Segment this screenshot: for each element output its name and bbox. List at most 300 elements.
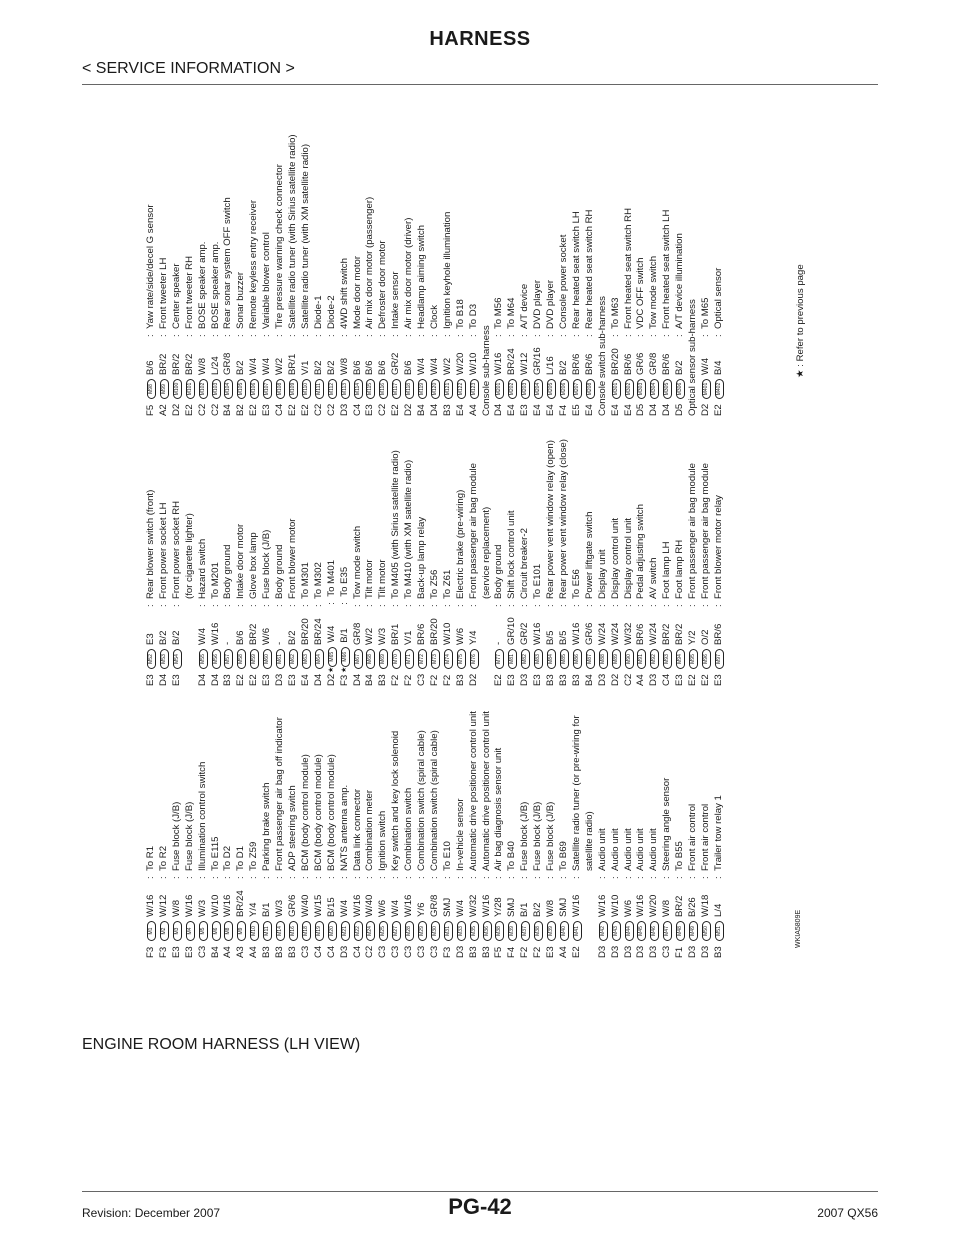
- grid-location: F3: [441, 946, 453, 958]
- wire-color-terminal: W/32: [622, 622, 634, 645]
- wire-color-terminal: B/6: [377, 360, 389, 375]
- connector-row: [235, 118, 248, 416]
- wire-color-terminal: SMJ: [441, 897, 453, 917]
- connector-description: Pedal adjusting switch: [635, 504, 647, 599]
- connector-number-badge: M83: [534, 649, 543, 669]
- grid-location: E2: [712, 404, 724, 416]
- connector-description: AV switch: [648, 557, 660, 599]
- grid-location: E2: [390, 404, 402, 416]
- connector-number-badge: M67: [354, 649, 363, 669]
- connector-row: [416, 416, 429, 686]
- connector-description: Intake door motor: [235, 523, 247, 599]
- connector-number-badge: M68: [366, 649, 375, 669]
- connector-description: To E115: [209, 836, 221, 871]
- connector-row: [197, 686, 210, 958]
- connector-description: Variable blower control: [261, 232, 273, 329]
- connector-number-badge: M303: [637, 379, 646, 399]
- wire-color-terminal: B/2: [557, 360, 569, 375]
- separator: :: [390, 876, 402, 879]
- connector-number-badge: M99: [160, 379, 169, 399]
- connector-row: [300, 686, 313, 958]
- wire-color-terminal: W/8: [170, 899, 182, 917]
- connector-description: To D3: [467, 303, 479, 329]
- connector-number-badge: M94: [676, 649, 685, 669]
- connector-row: [674, 118, 687, 416]
- wire-color-terminal: GR/6: [286, 894, 298, 917]
- connector-description: To Z59: [248, 841, 260, 871]
- connector-number-badge: M31: [444, 921, 453, 941]
- connector-number-badge: M28: [405, 921, 414, 941]
- connector-description: Illumination control switch: [196, 761, 208, 871]
- vehicle-model: 2007 QX56: [817, 1206, 878, 1220]
- connector-row: [210, 118, 223, 416]
- separator: :: [532, 334, 544, 337]
- connector-row: [713, 416, 726, 686]
- connector-row: [222, 118, 235, 416]
- connector-row: [584, 416, 597, 686]
- wire-color-terminal: W/2: [441, 357, 453, 375]
- connector-description: Remote keyless entry receiver: [248, 199, 260, 329]
- separator: :: [377, 876, 389, 879]
- grid-location: C4: [661, 673, 673, 686]
- grid-location: D2: [403, 403, 415, 416]
- separator: :: [545, 334, 557, 337]
- grid-location: D3: [648, 673, 660, 686]
- connector-description: Audio unit: [635, 828, 647, 871]
- connector-number-badge: M37: [521, 921, 530, 941]
- connector-row: [674, 416, 687, 686]
- connector-description: To M410 (with XM satellite radio): [403, 459, 415, 599]
- connector-row: [261, 416, 274, 686]
- wire-color-terminal: W/16: [480, 894, 492, 917]
- grid-location: D3: [635, 945, 647, 958]
- connector-number-badge: M51: [715, 921, 724, 941]
- wire-color-terminal: B/1: [519, 902, 531, 917]
- separator: :: [261, 876, 273, 879]
- connector-description: Combination switch (spiral cable): [416, 730, 428, 871]
- grid-location: E3: [506, 674, 518, 686]
- grid-location: E5: [570, 404, 582, 416]
- grid-location: F4: [506, 946, 518, 958]
- connector-number-badge: M85: [560, 649, 569, 669]
- separator: :: [209, 334, 221, 337]
- wire-color-terminal: SMJ: [506, 897, 518, 917]
- wire-color-terminal: E3: [145, 633, 156, 645]
- connector-number-badge: M48: [676, 921, 685, 941]
- separator: :: [261, 604, 273, 607]
- separator: :: [493, 604, 505, 607]
- connector-description: Audio unit: [622, 828, 634, 871]
- connector-description: Combination switch (spiral cable): [428, 730, 440, 871]
- connector-row: [635, 416, 648, 686]
- grid-location: C3: [196, 945, 208, 958]
- connector-row: [519, 686, 532, 958]
- harness-connector-list: [145, 118, 821, 958]
- separator: :: [274, 604, 286, 607]
- grid-location: E2: [687, 674, 699, 686]
- connector-row: [687, 686, 700, 958]
- figure-id: WKIA5809E: [795, 909, 802, 948]
- grid-location: D3: [622, 945, 634, 958]
- grid-location: D4: [648, 403, 660, 416]
- separator: :: [583, 334, 595, 337]
- separator: :: [674, 334, 686, 337]
- grid-location: C3: [428, 945, 440, 958]
- connector-description: Satellite radio tuner (with Sirius satellite radio): [286, 134, 298, 329]
- connector-row: [352, 118, 365, 416]
- connector-row: [584, 686, 597, 958]
- separator: :: [338, 876, 350, 879]
- connector-row: [287, 118, 300, 416]
- grid-location: F2: [532, 946, 544, 958]
- connector-number-badge: M63: [302, 649, 311, 669]
- grid-location: E4: [609, 404, 621, 416]
- grid-location: C3: [377, 945, 389, 958]
- connector-description: Diode-1: [312, 295, 324, 329]
- header-rule: [82, 84, 878, 85]
- connector-row: [287, 416, 300, 686]
- separator: :: [428, 604, 440, 607]
- grid-location: D4: [196, 673, 208, 686]
- connector-description: Rear sonar system OFF switch: [222, 197, 234, 329]
- wire-color-terminal: W/16: [209, 622, 221, 645]
- grid-location: B3: [454, 674, 466, 686]
- separator: :: [570, 876, 582, 879]
- grid-location: E3: [261, 404, 273, 416]
- connector-number-badge: M60: [263, 649, 272, 669]
- grid-location: F2: [390, 674, 402, 686]
- connector-row: [326, 686, 339, 958]
- connector-row: [364, 686, 377, 958]
- separator: :: [596, 604, 608, 607]
- separator: :: [390, 334, 402, 337]
- separator: :: [699, 604, 711, 607]
- connector-row: [481, 416, 494, 686]
- connector-description: Tilt motor: [364, 559, 376, 599]
- connector-row: [300, 416, 313, 686]
- wire-color-terminal: W/24: [648, 622, 660, 645]
- connector-row: [261, 686, 274, 958]
- connector-row: [184, 686, 197, 958]
- connector-description: Fuse block (J/B): [261, 529, 273, 599]
- grid-location: B3: [222, 674, 234, 686]
- connector-number-badge: M30: [431, 921, 440, 941]
- separator: :: [286, 876, 298, 879]
- connector-number-badge: M2: [160, 921, 169, 941]
- connector-row: [610, 118, 623, 416]
- connector-row: [377, 118, 390, 416]
- grid-location: E3: [183, 946, 195, 958]
- connector-number-badge: M202: [508, 379, 517, 399]
- grid-location: C4: [274, 403, 286, 416]
- grid-location: D4: [157, 673, 169, 686]
- separator: :: [390, 604, 402, 607]
- connector-row: [455, 118, 468, 416]
- connector-description: Display control unit: [622, 517, 634, 599]
- connector-description: Body ground: [493, 544, 505, 599]
- separator: :: [351, 334, 363, 337]
- connector-description: 4WD shift switch: [338, 258, 350, 329]
- connector-number-badge: M33: [457, 921, 466, 941]
- wire-color-terminal: W/4: [428, 357, 440, 375]
- connector-row: [610, 416, 623, 686]
- connector-row: [661, 686, 674, 958]
- grid-location: C4: [351, 403, 363, 416]
- connector-row: [326, 416, 339, 686]
- wire-color-terminal: W/3: [274, 899, 286, 917]
- separator: :: [170, 876, 182, 879]
- grid-location: E4: [622, 404, 634, 416]
- connector-description: Audio unit: [609, 828, 621, 871]
- separator: :: [235, 334, 247, 337]
- wire-color-terminal: B/2: [532, 902, 544, 917]
- connector-row: [184, 118, 197, 416]
- separator: :: [712, 604, 724, 607]
- connector-description: To B69: [558, 841, 569, 871]
- grid-location: E3: [545, 946, 557, 958]
- grid-location: B4: [416, 404, 428, 416]
- connector-number-badge: M118: [405, 379, 414, 399]
- wire-color-terminal: GR/8: [351, 622, 363, 645]
- wire-color-terminal: L/16: [545, 356, 557, 375]
- connector-row: [455, 686, 468, 958]
- connector-row: [442, 118, 455, 416]
- connector-row: [339, 686, 352, 958]
- separator: :: [222, 334, 234, 337]
- connector-row: [700, 118, 713, 416]
- connector-number-badge: M90: [625, 649, 634, 669]
- connector-row: [403, 686, 416, 958]
- connector-number-badge: M97: [715, 649, 724, 669]
- grid-location: D4: [312, 673, 324, 686]
- connector-number-badge: M91: [637, 649, 646, 669]
- connector-number-badge: M38: [534, 921, 543, 941]
- connector-number-badge: M39: [547, 921, 556, 941]
- connector-description: VDC OFF switch: [635, 257, 647, 329]
- connector-number-badge: M42: [599, 921, 608, 941]
- connector-number-badge: M111: [315, 379, 324, 399]
- grid-location: D2: [467, 673, 479, 686]
- connector-number-badge: M39: [508, 921, 517, 941]
- connector-number-badge: M121: [444, 379, 453, 399]
- wire-color-terminal: B/2: [170, 630, 182, 645]
- wire-color-terminal: B/4: [712, 360, 724, 375]
- connector-row: [313, 118, 326, 416]
- grid-location: E4: [583, 404, 595, 416]
- grid-location: C2: [196, 403, 208, 416]
- wire-color-terminal: GR/8: [428, 894, 440, 917]
- connector-description: BCM (body control module): [312, 754, 324, 871]
- connector-row: [197, 416, 210, 686]
- connector-row: [313, 416, 326, 686]
- connector-number-badge: M40: [560, 921, 569, 941]
- separator: :: [325, 602, 337, 605]
- connector-row: [158, 118, 171, 416]
- wire-color-terminal: W/6: [622, 899, 634, 917]
- wire-color-terminal: W/4: [390, 899, 402, 917]
- wire-color-terminal: B/2: [286, 630, 298, 645]
- grid-location: D4: [428, 403, 440, 416]
- connector-description: Power liftgate switch: [583, 511, 595, 599]
- section-heading: ENGINE ROOM HARNESS (LH VIEW): [82, 1036, 361, 1053]
- wire-color-terminal: B/2: [312, 360, 324, 375]
- connector-number-badge: M119: [418, 379, 427, 399]
- connector-description: BCM (body control module): [299, 754, 311, 871]
- separator: :: [609, 604, 621, 607]
- separator: :: [145, 876, 156, 879]
- separator: :: [648, 604, 660, 607]
- connector-number-badge: M10: [250, 921, 259, 941]
- separator: :: [248, 334, 260, 337]
- separator: :: [196, 876, 208, 879]
- connector-number-badge: M75: [457, 649, 466, 669]
- wire-color-terminal: BR/1: [286, 353, 298, 375]
- wire-color-terminal: BR/2: [248, 623, 260, 645]
- connector-description: DVD player: [532, 279, 544, 329]
- separator: :: [428, 876, 440, 879]
- separator: :: [299, 334, 311, 337]
- connector-description: Audio unit: [648, 828, 660, 871]
- wire-color-terminal: GR/6: [583, 622, 595, 645]
- connector-number-badge: M102: [199, 379, 208, 399]
- grid-location: B3: [274, 946, 286, 958]
- wire-color-terminal: BR/6: [622, 353, 634, 375]
- separator: :: [145, 334, 156, 337]
- wire-color-terminal: BR/6: [583, 353, 595, 375]
- connector-row: [713, 118, 726, 416]
- grid-location: B3: [558, 674, 569, 686]
- connector-description: Audio unit: [596, 828, 608, 871]
- connector-number-badge: M65: [328, 647, 337, 667]
- separator: :: [145, 604, 156, 607]
- wire-color-terminal: B/2: [674, 360, 686, 375]
- separator: :: [312, 334, 324, 337]
- connector-row: [468, 118, 481, 416]
- connector-number-badge: M47: [663, 921, 672, 941]
- reference-star-icon: ★: [340, 666, 348, 673]
- connector-description: Center speaker: [170, 263, 182, 329]
- connector-row: [248, 118, 261, 416]
- connector-description: To M201: [209, 562, 221, 599]
- connector-row: [545, 416, 558, 686]
- connector-description: Data link connector: [351, 788, 363, 871]
- connector-description: To M63: [609, 297, 621, 329]
- connector-row: [700, 686, 713, 958]
- grid-location: D3: [338, 403, 350, 416]
- separator: :: [248, 604, 260, 607]
- connector-description: BOSE speaker amp.: [209, 241, 221, 329]
- separator: :: [532, 876, 544, 879]
- wire-color-terminal: Y/6: [416, 902, 428, 917]
- connector-number-badge: M14: [276, 921, 285, 941]
- separator: :: [170, 334, 182, 337]
- separator: :: [441, 604, 453, 607]
- separator: :: [338, 334, 350, 337]
- connector-row: [248, 416, 261, 686]
- grid-location: E3: [170, 946, 182, 958]
- grid-location: B3: [545, 674, 557, 686]
- wire-color-terminal: BR/6: [416, 623, 428, 645]
- separator: :: [157, 876, 169, 879]
- connector-number-badge: M41: [573, 921, 582, 941]
- separator: :: [467, 604, 479, 607]
- grid-location: F1: [674, 946, 686, 958]
- connector-description: Front tweeter LH: [157, 257, 169, 329]
- separator: :: [687, 876, 699, 879]
- connector-number-badge: M113: [341, 379, 350, 399]
- wire-color-terminal: W/18: [699, 894, 711, 917]
- grid-location: E2: [299, 404, 311, 416]
- separator: :: [519, 604, 531, 607]
- connector-number-badge: M92: [650, 649, 659, 669]
- connector-number-badge: M70: [392, 649, 401, 669]
- separator: :: [467, 334, 479, 337]
- separator: :: [648, 876, 660, 879]
- connector-number-badge: M64: [315, 649, 324, 669]
- connector-description: Front heated seat switch LH: [661, 209, 673, 329]
- connector-description: Diode-2: [325, 295, 337, 329]
- wire-color-terminal: V/1: [403, 630, 415, 645]
- separator: :: [274, 334, 286, 337]
- connector-number-badge: M98: [147, 379, 156, 399]
- wire-color-terminal: B/6: [145, 360, 156, 375]
- separator: :: [248, 876, 260, 879]
- connector-description: To E10: [441, 841, 453, 871]
- wire-color-terminal: BR/24: [506, 348, 518, 375]
- wire-color-terminal: W/16: [570, 894, 582, 917]
- separator: :: [183, 876, 195, 879]
- wire-color-terminal: W/12: [519, 352, 531, 375]
- wire-color-terminal: W/8: [545, 899, 557, 917]
- grid-location: C2: [622, 673, 634, 686]
- grid-location: D3: [519, 673, 531, 686]
- wire-color-terminal: L/4: [712, 903, 724, 917]
- connector-number-badge: M100: [173, 379, 182, 399]
- connector-number-badge: M18: [302, 921, 311, 941]
- connector-number-badge: M22: [354, 921, 363, 941]
- connector-description: Optical sensor: [712, 267, 724, 329]
- grid-location: F4: [557, 404, 569, 416]
- grid-location: D3: [687, 945, 699, 958]
- connector-description: Air mix door motor (passenger): [364, 196, 376, 329]
- grid-location: E2: [183, 404, 195, 416]
- separator: :: [299, 876, 311, 879]
- grid-location: F2: [403, 674, 415, 686]
- connector-description: Front passenger air bag module: [699, 463, 711, 599]
- connector-row: [442, 686, 455, 958]
- connector-row: [158, 416, 171, 686]
- wire-color-terminal: B/6: [364, 360, 376, 375]
- wire-color-terminal: -: [493, 641, 505, 645]
- connector-description: Tow mode switch: [351, 525, 363, 599]
- connector-description: Steering angle sensor: [661, 777, 673, 871]
- connector-description: Rear heated seat switch LH: [570, 211, 582, 329]
- grid-location: E4: [299, 674, 311, 686]
- separator: :: [480, 876, 492, 879]
- separator: :: [235, 876, 247, 879]
- wire-color-terminal: W/10: [609, 894, 621, 917]
- connector-description: Combination meter: [364, 789, 376, 871]
- wire-color-terminal: B/6: [403, 360, 415, 375]
- connector-number-badge: M123: [470, 379, 479, 399]
- separator: :: [338, 602, 350, 605]
- wire-color-terminal: B/5: [558, 630, 569, 645]
- wire-color-terminal: W/16: [570, 622, 582, 645]
- grid-location: C3: [299, 945, 311, 958]
- wire-color-terminal: BR/20: [609, 348, 621, 375]
- connector-row: [661, 416, 674, 686]
- connector-description: ADP steering switch: [286, 785, 298, 871]
